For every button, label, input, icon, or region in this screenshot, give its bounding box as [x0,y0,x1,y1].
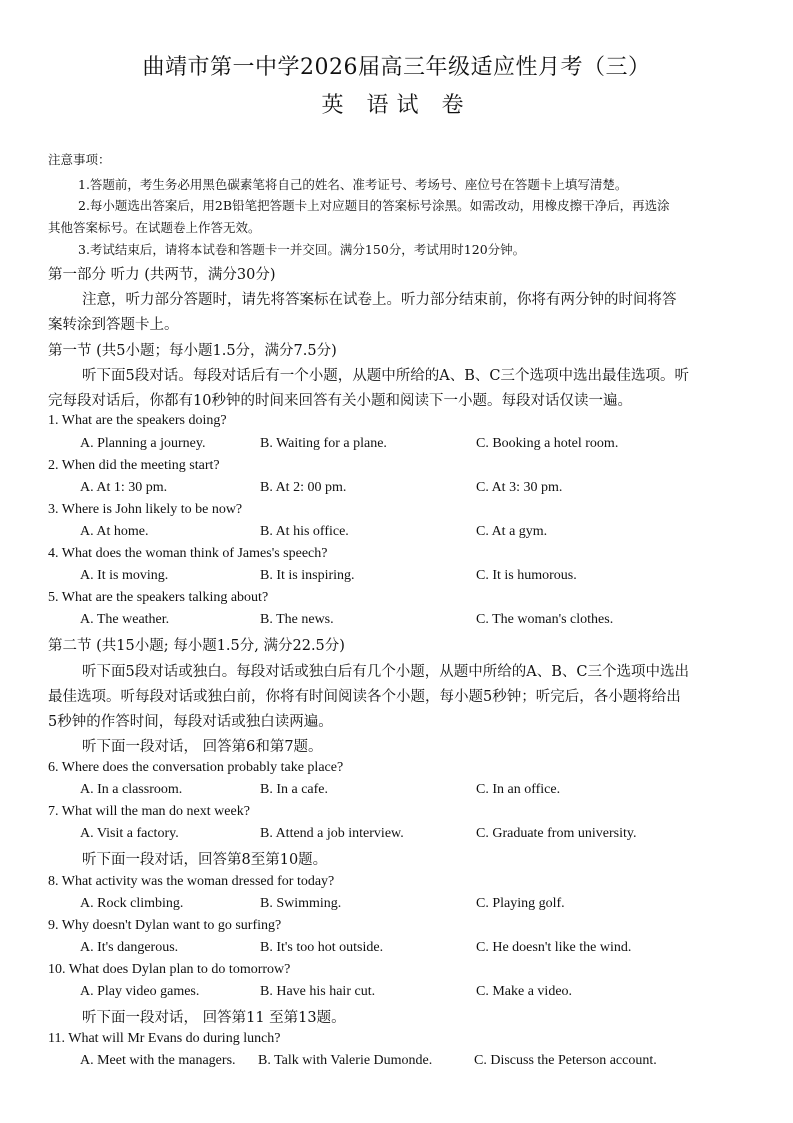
option-9c: C. He doesn't like the wind. [476,940,632,955]
option-1b: B. Waiting for a plane. [260,436,387,451]
section2-cue-1: 听下面一段对话， 回答第6和第7题。 [82,739,323,755]
part1-heading: 第一部分 听力 (共两节，满分30分) [48,267,276,283]
section1-intro-2: 完每段对话后，你都有10秒钟的时间来回答有关小题和阅读下一小题。每段对话仅读一遍。 [48,393,632,409]
option-8b: B. Swimming. [260,896,342,911]
section1-heading: 第一节 (共5小题；每小题1.5分，满分7.5分) [48,343,337,359]
question-9: 9. Why doesn't Dylan want to go surfing? [48,918,282,933]
option-4a: A. It is moving. [80,568,169,583]
option-10b: B. Have his hair cut. [260,984,376,999]
exam-title: 曲靖市第一中学2026届高三年级适应性月考（三） [142,55,651,80]
question-1: 1. What are the speakers doing? [48,413,227,428]
option-1a: A. Planning a journey. [80,436,206,451]
question-8: 8. What activity was the woman dressed for today? [48,874,335,889]
notice-heading: 注意事项： [48,152,111,167]
option-6c: C. In an office. [476,782,561,797]
option-5c: C. The woman's clothes. [476,612,614,627]
option-9b: B. It's too hot outside. [260,940,384,955]
question-7: 7. What will the man do next week? [48,804,250,819]
option-2c: C. At 3: 30 pm. [476,480,563,495]
question-3: 3. Where is John likely to be now? [48,502,243,517]
option-4b: B. It is inspiring. [260,568,355,583]
option-9a: A. It's dangerous. [80,940,179,955]
option-4c: C. It is humorous. [476,568,577,583]
option-10a: A. Play video games. [80,984,200,999]
notice-item-2-cont: 其他答案标号。在试题卷上作答无效。 [48,220,261,235]
option-11c: C. Discuss the Peterson account. [474,1053,657,1068]
part1-intro-2: 案转涂到答题卡上。 [48,317,179,333]
question-6: 6. Where does the conversation probably take place? [48,760,344,775]
part1-intro-1: 注意，听力部分答题时，请先将答案标在试卷上。听力部分结束前，你将有两分钟的时间将答 [82,292,677,308]
option-3c: C. At a gym. [476,524,548,539]
option-7b: B. Attend a job interview. [260,826,404,841]
option-7c: C. Graduate from university. [476,826,637,841]
section2-intro-2: 最佳选项。听每段对话或独白前，你将有时间阅读各个小题，每小题5秒钟；听完后，各小题将给出 [48,689,681,705]
question-5: 5. What are the speakers talking about? [48,590,269,605]
option-10c: C. Make a video. [476,984,573,999]
section2-intro-3: 5秒钟的作答时间，每段对话或独白读两遍。 [48,714,333,730]
question-4: 4. What does the woman think of James's speech? [48,546,328,561]
option-8a: A. Rock climbing. [80,896,184,911]
option-1c: C. Booking a hotel room. [476,436,619,451]
option-6a: A. In a classroom. [80,782,183,797]
notice-item-1: 1.答题前，考生务必用黑色碳素笔将自己的姓名、准考证号、考场号、座位号在答题卡上填写清楚。 [78,177,628,192]
notice-item-3: 3.考试结束后，请将本试卷和答题卡一并交回。满分150分，考试用时120分钟。 [78,242,526,257]
question-11: 11. What will Mr Evans do during lunch? [48,1031,281,1046]
option-11b: B. Talk with Valerie Dumonde. [258,1053,433,1068]
option-2a: A. At 1: 30 pm. [80,480,168,495]
exam-subtitle: 英 语试 卷 [321,93,472,118]
option-5b: B. The news. [260,612,334,627]
option-2b: B. At 2: 00 pm. [260,480,347,495]
section2-cue-2: 听下面一段对话，回答第8至第10题。 [82,852,328,868]
notice-item-2: 2.每小题选出答案后，用2B铅笔把答题卡上对应题目的答案标号涂黑。如需改动，用橡皮擦干净后，再选涂 [78,198,670,213]
question-10: 10. What does Dylan plan to do tomorrow? [48,962,291,977]
section1-intro-1: 听下面5段对话。每段对话后有一个小题，从题中所给的A、B、C三个选项中选出最佳选项。听 [82,368,689,384]
option-3b: B. At his office. [260,524,349,539]
option-8c: C. Playing golf. [476,896,565,911]
option-5a: A. The weather. [80,612,170,627]
section2-cue-3: 听下面一段对话， 回答第11 至第13题。 [82,1010,346,1026]
option-3a: A. At home. [80,524,149,539]
section2-intro-1: 听下面5段对话或独白。每段对话或独白后有几个小题，从题中所给的A、B、C三个选项中选出 [82,664,689,680]
option-7a: A. Visit a factory. [80,826,179,841]
question-2: 2. When did the meeting start? [48,458,220,473]
section2-heading: 第二节 (共15小题; 每小题1.5分, 满分22.5分) [48,638,345,654]
option-11a: A. Meet with the managers. [80,1053,236,1068]
option-6b: B. In a cafe. [260,782,329,797]
